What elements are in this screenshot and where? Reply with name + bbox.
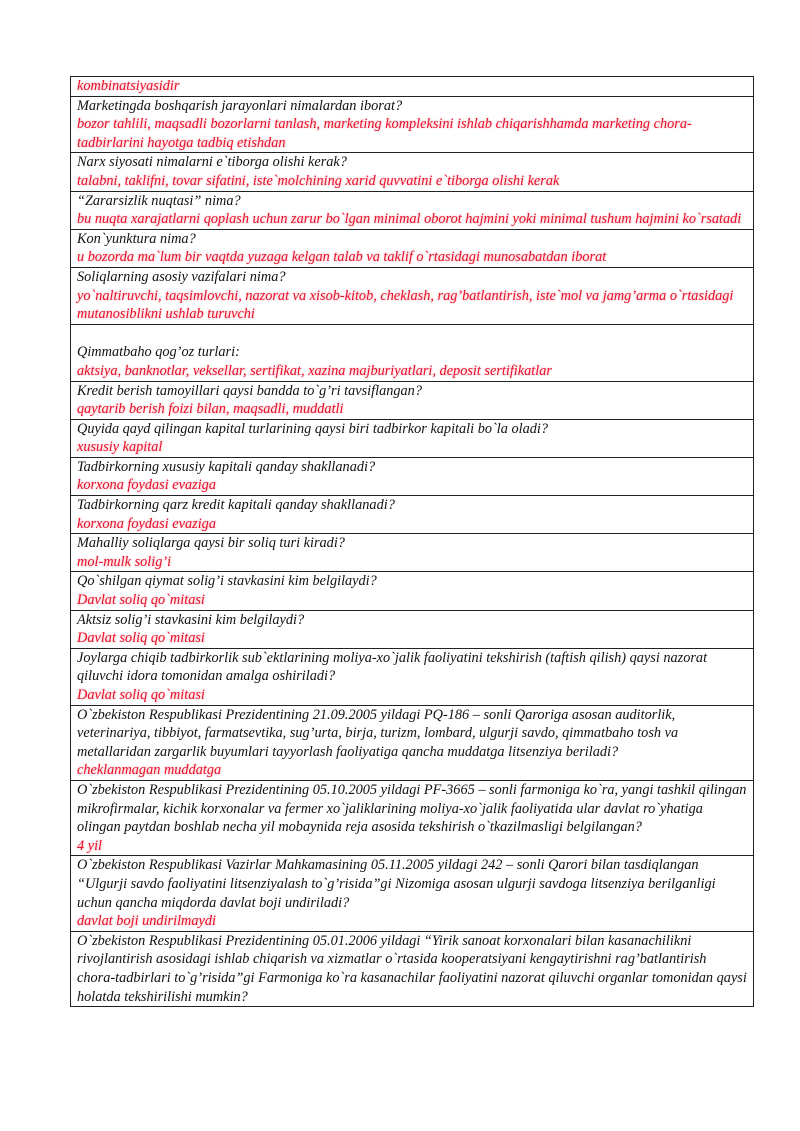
- answer-text: u bozorda ma`lum bir vaqtda yuzaga kelgan talab va taklif o`rtasidagi munosabatdan iborat: [77, 249, 607, 266]
- qa-row: [70, 706, 754, 781]
- question-text: Kon`yunktura nima?: [77, 230, 196, 247]
- question-text: “Zararsizlik nuqtasi” nima?: [77, 192, 241, 209]
- blank-line: [77, 325, 747, 344]
- answer-text: Davlat soliq qo`mitasi: [77, 592, 205, 609]
- question-text: Marketingda boshqarish jarayonlari nimalardan iborat?: [77, 97, 403, 114]
- qa-row: [70, 325, 754, 382]
- question-text: O`zbekiston Respublikasi Prezidentining 05.10.2005 yildagi PF-3665 – sonli farmoniga ko`ra, yangi tashkil qilingan mikrofirmalar, kichik korxonalar va fermer xo`jaliklarining moliya-xo`jalik faoliyatida ular davlat ro`yhatiga olingan paytdan boshlab necha yil mobaynida reja asosida tekshirish o`tkazilmasligi belgilangan?: [77, 781, 747, 836]
- qa-row: [70, 611, 754, 649]
- answer-text: cheklanmagan muddatga: [77, 762, 222, 779]
- qa-row: [70, 97, 754, 154]
- question-text: Quyida qayd qilingan kapital turlarining qaysi biri tadbirkor kapitali bo`la oladi?: [77, 420, 548, 437]
- question-text: Mahalliy soliqlarga qaysi bir soliq turi kiradi?: [77, 535, 345, 552]
- qa-row: [70, 382, 754, 420]
- qa-row: [70, 76, 754, 97]
- qa-row: [70, 153, 754, 191]
- answer-text: bozor tahlili, maqsadli bozorlarni tanlash, marketing kompleksini ishlab chiqarishhamda marketing chora-tadbirlarini hayotga tadbiq etishdan: [77, 116, 692, 151]
- answer-text: Davlat soliq qo`mitasi: [77, 687, 205, 703]
- qa-row: [70, 268, 754, 325]
- answer-text: 4 yil: [77, 837, 103, 854]
- answer-text: yo`naltiruvchi, taqsimlovchi, nazorat va xisob-kitob, cheklash, rag’batlantirish, iste`mol va jamg’arma o`rtasidagi mutanosiblikni ushlab turuvchi: [77, 287, 734, 323]
- question-text: O`zbekiston Respublikasi Prezidentining 05.01.2006 yildagi “Yirik sanoat korxonalari bilan kasanachilikni rivojlantirish asosidagi ishlab chiqarish va xizmatlar o`rtasida kooperatsiyani kengaytirishni rag’batlantirish chora-tadbirlari to`g’risida”gi Farmoniga ko`ra kasanachilar faoliyatini nazorat qiluvchi organlar tomonidan qaysi holatda tekshirilishi mumkin?: [77, 932, 747, 1005]
- answer-text: mol-mulk solig’i: [77, 553, 172, 570]
- question-text: Narx siyosati nimalarni e`tiborga olishi kerak?: [77, 154, 347, 171]
- question-text: Soliqlarning asosiy vazifalari nima?: [77, 268, 286, 285]
- question-text: Kredit berish tamoyillari qaysi bandda to`g’ri tavsiflangan?: [77, 382, 422, 399]
- answer-text: talabni, taklifni, tovar sifatini, iste`molchining xarid quvvatini e`tiborga olishi kerak: [77, 172, 560, 189]
- qa-row: [70, 932, 754, 1007]
- answer-text: qaytarib berish foizi bilan, maqsadli, muddatli: [77, 401, 344, 418]
- question-text: O`zbekiston Respublikasi Vazirlar Mahkamasining 05.11.2005 yildagi 242 – sonli Qarori bilan tasdiqlangan “Ulgurji savdo faoliyatini litsenziyalash to`g’risida”gi Nizomiga asosan ulgurji savdoga litsenziya berilganligi uchun qancha miqdorda davlat boji undiriladi?: [77, 857, 716, 911]
- question-text: Qimmatbaho qog’oz turlari:: [77, 344, 240, 361]
- question-text: Tadbirkorning xususiy kapitali qanday shakllanadi?: [77, 458, 376, 475]
- answer-text: korxona foydasi evaziga: [77, 477, 216, 494]
- qa-row: [70, 458, 754, 496]
- answer-text: bu nuqta xarajatlarni qoplash uchun zarur bo`lgan minimal oborot hajmini yoki minimal tushum hajmini ko`rsatadi: [77, 211, 742, 228]
- qa-row: [70, 781, 754, 856]
- qa-table: [70, 76, 754, 1007]
- answer-text: kombinatsiyasidir: [77, 78, 180, 94]
- qa-row: [70, 649, 754, 706]
- answer-text: Davlat soliq qo`mitasi: [77, 630, 205, 647]
- question-text: Aktsiz solig’i stavkasini kim belgilaydi?: [77, 611, 305, 628]
- qa-row: [70, 230, 754, 268]
- answer-text: korxona foydasi evaziga: [77, 515, 216, 532]
- answer-text: davlat boji undirilmaydi: [77, 913, 216, 930]
- question-text: Qo`shilgan qiymat solig’i stavkasini kim belgilaydi?: [77, 573, 377, 590]
- qa-row: [70, 496, 754, 534]
- qa-row: [70, 420, 754, 458]
- qa-row: [70, 856, 754, 931]
- qa-row: [70, 534, 754, 572]
- question-text: O`zbekiston Respublikasi Prezidentining 21.09.2005 yildagi PQ-186 – sonli Qaroriga asosan auditorlik, veterinariya, tibbiyot, farmatsevtika, sug’urta, birja, turizm, lombard, ulgurji savdo, qimmatbaho tosh va metallaridan zargarlik buyumlari tayyorlash faoliyatiga qancha muddatga litsenziya beriladi?: [77, 706, 679, 760]
- answer-text: xususiy kapital: [77, 439, 163, 456]
- question-text: Tadbirkorning qarz kredit kapitali qanday shakllanadi?: [77, 497, 395, 514]
- qa-row: [70, 192, 754, 230]
- qa-row: [70, 572, 754, 610]
- answer-text: aktsiya, banknotlar, veksellar, sertifikat, xazina majburiyatlari, deposit sertifikatlar: [77, 362, 552, 379]
- question-text: Joylarga chiqib tadbirkorlik sub`ektlarining moliya-xo`jalik faoliyatini tekshirish (taftish qilish) qaysi nazorat qiluvchi idora tomonidan amalga oshiriladi?: [77, 649, 708, 685]
